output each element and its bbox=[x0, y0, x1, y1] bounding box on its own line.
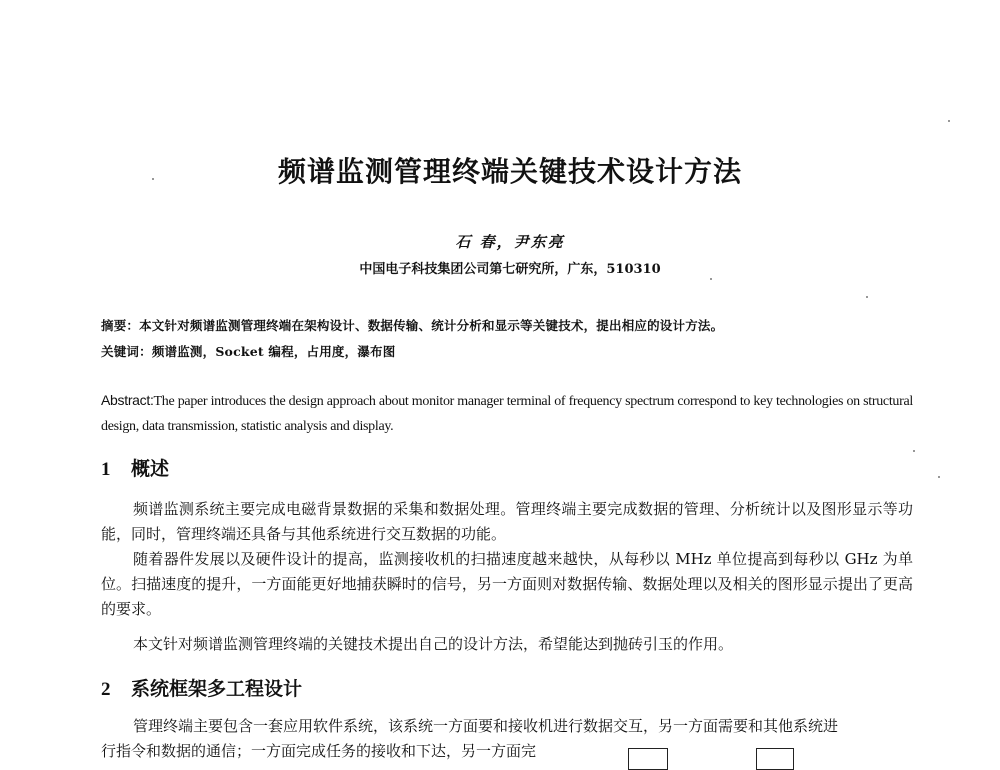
paper-authors: 石 春，尹东亮 bbox=[455, 233, 565, 251]
section-1-heading bbox=[101, 454, 169, 481]
abstract-en bbox=[101, 388, 913, 439]
section-2-title: 系统框架多工程设计 bbox=[131, 678, 303, 700]
section-1-number: 1 bbox=[101, 459, 111, 480]
scan-speck bbox=[948, 120, 950, 122]
abstract-cn bbox=[101, 316, 723, 334]
keywords-cn-text: 频谱监测，Socket 编程，占用度，瀑布图 bbox=[151, 344, 396, 359]
figure-box-left bbox=[628, 748, 668, 770]
paper-affiliation: 中国电子科技集团公司第七研究所，广东，510310 bbox=[359, 262, 661, 277]
section-2-paragraph-1: 管理终端主要包含一套应用软件系统，该系统一方面要和接收机进行数据交互，另一方面需要和其他系统进 bbox=[133, 717, 839, 735]
keywords-cn bbox=[101, 342, 395, 360]
abstract-cn-text: 本文针对频谱监测管理终端在架构设计、数据传输、统计分析和显示等关键技术，提出相应的设计方法。 bbox=[139, 318, 724, 333]
scan-speck bbox=[938, 476, 940, 478]
section-1-paragraph-1: 频谱监测系统主要完成电磁背景数据的采集和数据处理。管理终端主要完成数据的管理、分析统计以及图形显示等功能，同时，管理终端还具备与其他系统进行交互数据的功能。 bbox=[101, 500, 913, 543]
figure-box-right bbox=[756, 748, 794, 770]
scan-speck bbox=[152, 178, 154, 180]
section-1-title: 概述 bbox=[131, 458, 170, 480]
section-2-partial-line: 行指令和数据的通信；一方面完成任务的接收和下达，另一方面完 bbox=[101, 742, 537, 760]
scan-speck bbox=[913, 450, 915, 452]
scan-speck bbox=[710, 278, 712, 280]
abstract-cn-label: 摘要： bbox=[101, 318, 140, 333]
section-2-number: 2 bbox=[101, 679, 111, 700]
keywords-cn-label: 关键词： bbox=[101, 344, 152, 359]
section-1-paragraph-2: 随着器件发展以及硬件设计的提高，监测接收机的扫描速度越来越快，从每秒以 MHz 单位提高到每秒以 GHz 为单位。扫描速度的提升，一方面能更好地捕获瞬时的信号，另一方面则对数据传输、数据处理以及相关的图形显示提出了更高的要求。 bbox=[101, 550, 913, 618]
section-1-paragraph-3: 本文针对频谱监测管理终端的关键技术提出自己的设计方法，希望能达到抛砖引玉的作用。 bbox=[133, 635, 734, 653]
abstract-en-label: Abstract: bbox=[101, 392, 154, 408]
paper-title: 频谱监测管理终端关键技术设计方法 bbox=[277, 155, 742, 188]
scan-speck bbox=[866, 296, 868, 298]
abstract-en-text: The paper introduces the design approach about monitor manager terminal of frequency spectrum correspond to key technologies on structural design, data transmission, statistic analysis and display. bbox=[101, 394, 913, 434]
section-2-heading bbox=[101, 674, 302, 701]
